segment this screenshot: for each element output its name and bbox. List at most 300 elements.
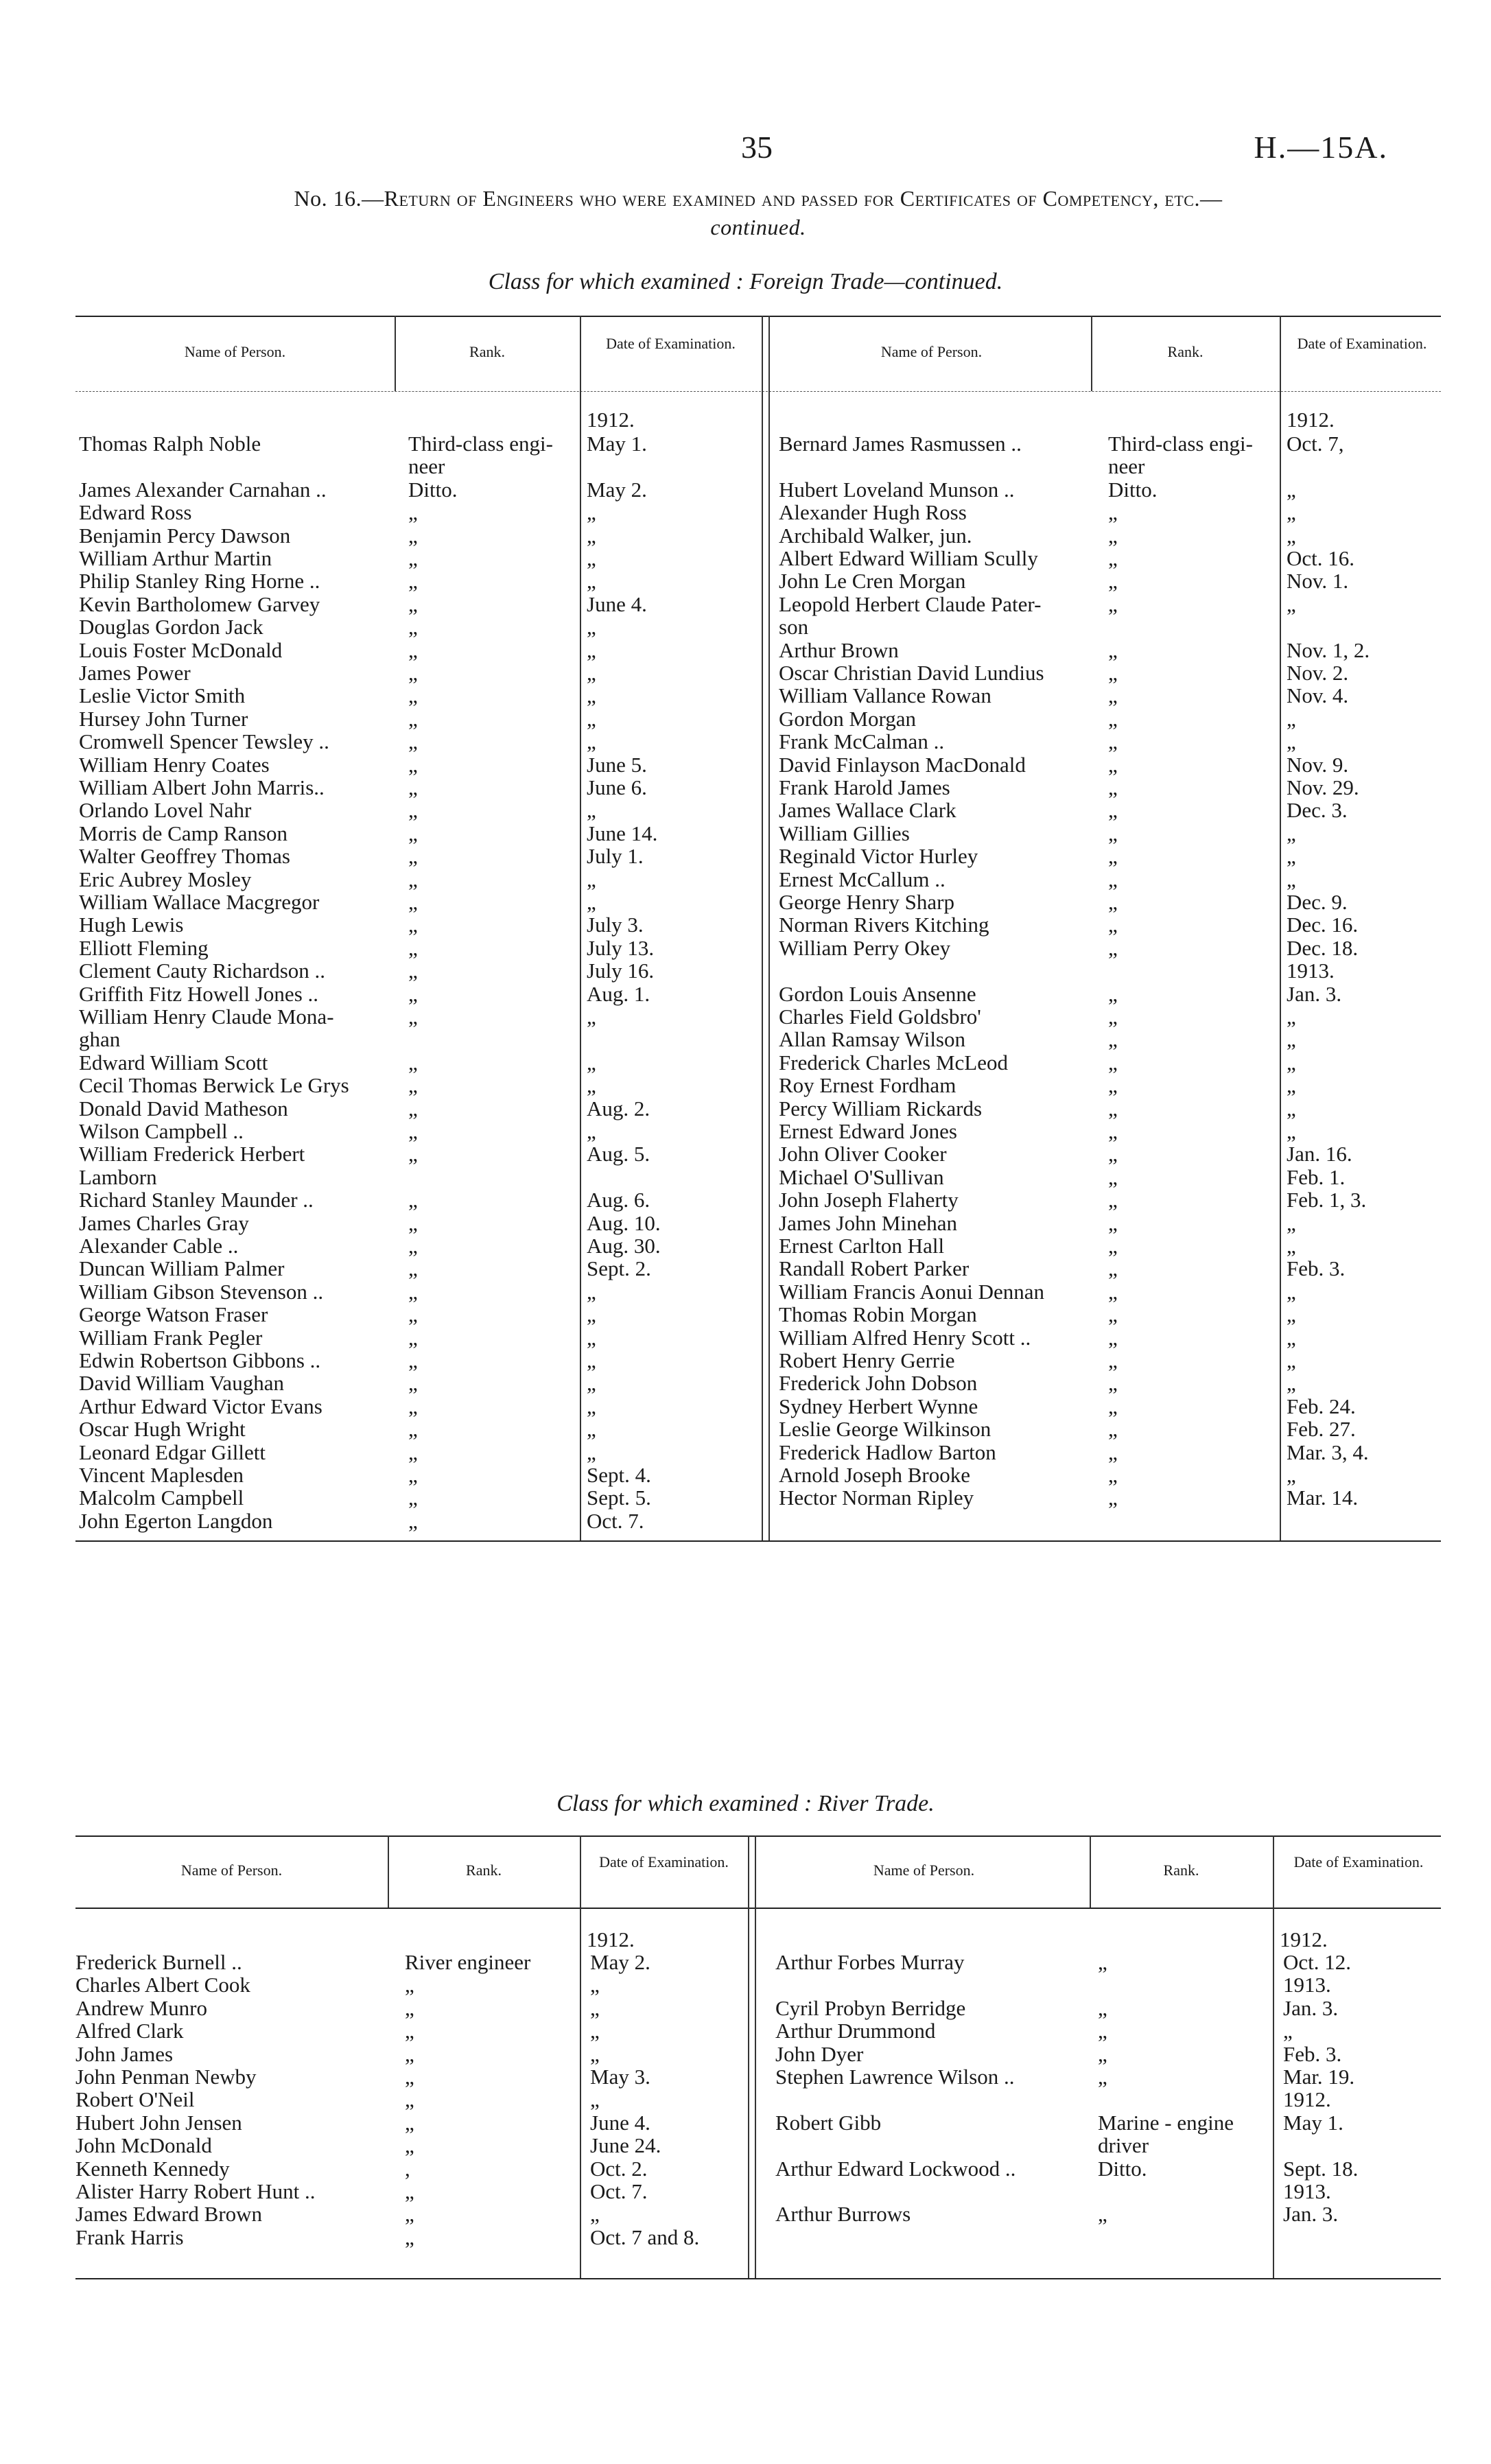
cell-rank: Ditto. bbox=[1098, 2156, 1147, 2181]
cell-name: Alexander Hugh Ross bbox=[779, 500, 967, 525]
cell-name: William Frank Pegler bbox=[79, 1325, 263, 1350]
cell-rank: „ bbox=[408, 1348, 418, 1372]
cell-name: Kenneth Kennedy bbox=[75, 2156, 230, 2181]
cell-rank: „ bbox=[408, 798, 418, 823]
cell-rank: „ bbox=[1108, 1073, 1118, 1098]
cell-name: Frank Harold James bbox=[779, 775, 950, 799]
cell-date: „ bbox=[1287, 729, 1296, 754]
cell-name: Cyril Probyn Berridge bbox=[775, 1995, 966, 2020]
cell-name: Gordon Morgan bbox=[779, 706, 917, 731]
cell-rank: „ bbox=[408, 1188, 418, 1212]
cell-rank: „ bbox=[408, 1119, 418, 1143]
cell-date: „ bbox=[587, 683, 596, 708]
cell-rank: „ bbox=[1108, 500, 1118, 525]
cell-date: „ bbox=[1287, 1050, 1296, 1075]
cell-rank: „ bbox=[1108, 1371, 1118, 1396]
cell-date: Feb. 1. bbox=[1287, 1164, 1346, 1189]
cell-name: James Power bbox=[79, 661, 191, 685]
cell-name: Arthur Drummond bbox=[775, 2019, 936, 2043]
cell-date: Nov. 1. bbox=[1287, 569, 1349, 594]
cell-name: Arthur Forbes Murray bbox=[775, 1950, 965, 1974]
col-name-header: Name of Person. bbox=[184, 343, 286, 360]
cell-name: James Alexander Carnahan .. bbox=[79, 477, 327, 502]
cell-rank: „ bbox=[408, 913, 418, 937]
col-date-header: Date of Examination. bbox=[599, 1853, 729, 1870]
cell-rank: „ bbox=[408, 1394, 418, 1418]
cell-rank: „ bbox=[408, 867, 418, 891]
cell-rank: „ bbox=[1098, 2202, 1107, 2227]
cell-rank: „ bbox=[1108, 637, 1118, 662]
cell-rank: „ bbox=[408, 1279, 418, 1304]
cell-date: Oct. 7. bbox=[587, 1508, 644, 1533]
cell-name: Allan Ramsay Wilson bbox=[779, 1027, 965, 1052]
cell-date: Oct. 7, bbox=[1287, 432, 1344, 456]
cell-rank: „ bbox=[1108, 935, 1118, 960]
cell-name: John Le Cren Morgan bbox=[779, 569, 966, 594]
cell-date: July 3. bbox=[587, 913, 644, 937]
cell-rank: „ bbox=[408, 661, 418, 685]
cell-rank: „ bbox=[408, 981, 418, 1006]
cell-rank: „ bbox=[408, 935, 418, 960]
cell-rank: „ bbox=[1098, 2065, 1107, 2089]
cell-name: Richard Stanley Maunder .. bbox=[79, 1188, 314, 1212]
cell-date: May 3. bbox=[590, 2065, 650, 2089]
cell-name: Percy William Rickards bbox=[779, 1096, 983, 1120]
cell-date: „ bbox=[1287, 1279, 1296, 1304]
cell-rank: „ bbox=[408, 591, 418, 616]
cell-rank: „ bbox=[408, 1463, 418, 1487]
cell-rank: Third-class engi- bbox=[1108, 432, 1253, 456]
cell-name: Andrew Munro bbox=[75, 1995, 207, 2020]
cell-rank: „ bbox=[1098, 2019, 1107, 2043]
cell-rank: „ bbox=[1108, 981, 1118, 1006]
cell-rank: „ bbox=[408, 1371, 418, 1396]
cell-name: Arthur Burrows bbox=[775, 2202, 911, 2227]
cell-name: Leopold Herbert Claude Pater- bbox=[779, 591, 1042, 616]
cell-name: George Watson Fraser bbox=[79, 1302, 268, 1327]
cell-name: Douglas Gordon Jack bbox=[79, 615, 263, 640]
cell-rank: Third-class engi- bbox=[408, 432, 553, 456]
cell-name: William Albert John Marris.. bbox=[79, 775, 325, 799]
cell-date: Nov. 1, 2. bbox=[1287, 637, 1370, 662]
cell-rank: „ bbox=[1108, 1325, 1118, 1350]
cell-rank: „ bbox=[1108, 706, 1118, 731]
cell-date: May 2. bbox=[587, 477, 647, 502]
col-rank-header: Rank. bbox=[469, 343, 505, 360]
cell-date: „ bbox=[590, 2041, 600, 2066]
cell-name: Hubert Loveland Munson .. bbox=[779, 477, 1015, 502]
cell-rank: „ bbox=[1108, 1256, 1118, 1281]
cell-name: son bbox=[779, 615, 809, 640]
cell-date: „ bbox=[1287, 844, 1296, 869]
cell-rank: „ bbox=[408, 637, 418, 662]
cell-date: Aug. 2. bbox=[587, 1096, 650, 1120]
cell-rank: „ bbox=[1108, 661, 1118, 685]
cell-date: „ bbox=[587, 1325, 596, 1350]
cell-date: „ bbox=[587, 890, 596, 914]
cell-date: „ bbox=[1287, 1302, 1296, 1327]
cell-rank: „ bbox=[1108, 591, 1118, 616]
cell-date: July 16. bbox=[587, 959, 655, 983]
cell-name: William Henry Coates bbox=[79, 752, 270, 777]
cell-name: James Edward Brown bbox=[75, 2202, 263, 2227]
cell-name: Ernest Carlton Hall bbox=[779, 1234, 945, 1258]
cell-date: Jan. 3. bbox=[1283, 1995, 1339, 2020]
cell-name: Arthur Edward Lockwood .. bbox=[775, 2156, 1016, 2181]
center-divider bbox=[762, 316, 763, 1540]
cell-date: „ bbox=[1287, 477, 1296, 502]
cell-name: William Wallace Macgregor bbox=[79, 890, 320, 914]
cell-name: Wilson Campbell .. bbox=[79, 1119, 244, 1143]
cell-name: Ernest Edward Jones bbox=[779, 1119, 957, 1143]
cell-name: Kevin Bartholomew Garvey bbox=[79, 591, 320, 616]
cell-rank: neer bbox=[1108, 454, 1145, 479]
cell-rank: „ bbox=[408, 706, 418, 731]
cell-date: Oct. 7 and 8. bbox=[590, 2225, 700, 2249]
cell-rank: „ bbox=[1108, 1234, 1118, 1258]
cell-name: James Wallace Clark bbox=[779, 798, 956, 823]
col-name-header: Name of Person. bbox=[880, 343, 983, 360]
cell-rank: „ bbox=[1108, 844, 1118, 869]
cell-rank: River engineer bbox=[405, 1950, 531, 1974]
year-label: 1912. bbox=[1287, 408, 1335, 432]
cell-rank: „ bbox=[1108, 1164, 1118, 1189]
cell-date: June 4. bbox=[587, 591, 647, 616]
cell-date: June 4. bbox=[590, 2110, 650, 2135]
cell-name: William Perry Okey bbox=[779, 935, 951, 960]
cell-date: Dec. 9. bbox=[1287, 890, 1348, 914]
cell-rank: „ bbox=[1108, 729, 1118, 754]
cell-name: Elliott Fleming bbox=[79, 935, 209, 960]
cell-name: George Henry Sharp bbox=[779, 890, 954, 914]
cell-date: „ bbox=[587, 706, 596, 731]
cell-date: 1913. bbox=[1287, 959, 1335, 983]
cell-date: June 14. bbox=[587, 821, 658, 845]
cell-name: ghan bbox=[79, 1027, 121, 1052]
cell-name: Robert Gibb bbox=[775, 2110, 882, 2135]
cell-rank: „ bbox=[1108, 1142, 1118, 1166]
page-number: 35 bbox=[741, 130, 773, 165]
center-divider bbox=[768, 316, 770, 1540]
col-rank-header: Rank. bbox=[1167, 343, 1204, 360]
cell-rank: „ bbox=[408, 523, 418, 548]
cell-name: Benjamin Percy Dawson bbox=[79, 523, 291, 548]
cell-name: Norman Rivers Kitching bbox=[779, 913, 989, 937]
cell-date: Nov. 29. bbox=[1287, 775, 1359, 799]
divider bbox=[580, 1835, 581, 2278]
cell-name: William Alfred Henry Scott .. bbox=[779, 1325, 1031, 1350]
cell-date: Mar. 14. bbox=[1287, 1486, 1359, 1510]
cell-rank: „ bbox=[405, 2179, 414, 2203]
cell-name: Eric Aubrey Mosley bbox=[79, 867, 252, 891]
cell-rank: „ bbox=[408, 752, 418, 777]
cell-name: Bernard James Rasmussen .. bbox=[779, 432, 1022, 456]
cell-rank: „ bbox=[405, 2202, 414, 2227]
cell-rank: „ bbox=[405, 2065, 414, 2089]
cell-rank: „ bbox=[1108, 890, 1118, 914]
cell-name: Frederick John Dobson bbox=[779, 1371, 978, 1396]
cell-date: Jan. 16. bbox=[1287, 1142, 1352, 1166]
cell-name: Leslie George Wilkinson bbox=[779, 1417, 991, 1442]
col-name-header: Name of Person. bbox=[180, 1862, 283, 1879]
cell-name: Charles Field Goldsbro' bbox=[779, 1005, 981, 1029]
cell-name: Michael O'Sullivan bbox=[779, 1164, 944, 1189]
cell-name: Lamborn bbox=[79, 1164, 157, 1189]
cell-date: „ bbox=[587, 1119, 596, 1143]
cell-date: Aug. 6. bbox=[587, 1188, 650, 1212]
cell-date: „ bbox=[587, 569, 596, 594]
cell-name: Robert Henry Gerrie bbox=[779, 1348, 955, 1372]
cell-date: „ bbox=[1287, 1463, 1296, 1487]
cell-rank: „ bbox=[408, 1440, 418, 1464]
cell-rank: „ bbox=[1108, 821, 1118, 845]
cell-name: William Gibson Stevenson .. bbox=[79, 1279, 324, 1304]
cell-date: „ bbox=[590, 2019, 600, 2043]
cell-date: „ bbox=[1287, 1210, 1296, 1235]
cell-name: Oscar Christian David Lundius bbox=[779, 661, 1044, 685]
cell-date: Dec. 3. bbox=[1287, 798, 1348, 823]
cell-rank: „ bbox=[408, 890, 418, 914]
cell-name: Thomas Robin Morgan bbox=[779, 1302, 977, 1327]
divider bbox=[580, 316, 581, 1540]
cell-date: Nov. 2. bbox=[1287, 661, 1349, 685]
cell-name: Alexander Cable .. bbox=[79, 1234, 239, 1258]
cell-name: Edwin Robertson Gibbons .. bbox=[79, 1348, 321, 1372]
cell-rank: „ bbox=[1098, 1950, 1107, 1974]
cell-date: „ bbox=[1287, 1096, 1296, 1120]
cell-date: „ bbox=[1287, 867, 1296, 891]
foreign-section-title: Class for which examined : Foreign Trade—continued. bbox=[488, 269, 1003, 294]
cell-date: „ bbox=[1287, 1348, 1296, 1372]
cell-date: „ bbox=[587, 1302, 596, 1327]
cell-rank: „ bbox=[408, 569, 418, 594]
cell-name: John Oliver Cooker bbox=[779, 1142, 947, 1166]
cell-rank: „ bbox=[1108, 546, 1118, 570]
cell-rank: „ bbox=[1108, 683, 1118, 708]
cell-name: Alister Harry Robert Hunt .. bbox=[75, 2179, 316, 2203]
cell-rank: „ bbox=[1108, 775, 1118, 799]
cell-date: „ bbox=[590, 2087, 600, 2112]
cell-rank: Ditto. bbox=[1108, 477, 1158, 502]
divider bbox=[1280, 316, 1281, 1540]
cell-rank: „ bbox=[405, 2133, 414, 2158]
cell-name: Orlando Lovel Nahr bbox=[79, 798, 252, 823]
year-label: 1912. bbox=[587, 408, 635, 432]
cell-name: Arthur Brown bbox=[779, 637, 899, 662]
cell-date: „ bbox=[1287, 1005, 1296, 1029]
cell-rank: „ bbox=[408, 1302, 418, 1327]
cell-date: „ bbox=[590, 1995, 600, 2020]
cell-date: „ bbox=[1287, 1234, 1296, 1258]
cell-rank: Ditto. bbox=[408, 477, 458, 502]
cell-name: Edward Ross bbox=[79, 500, 192, 525]
cell-rank: „ bbox=[405, 2087, 414, 2112]
cell-name: John Penman Newby bbox=[75, 2065, 257, 2089]
cell-rank: „ bbox=[408, 1210, 418, 1235]
cell-name: Hubert John Jensen bbox=[75, 2110, 242, 2135]
cell-date: Jan. 3. bbox=[1283, 2202, 1339, 2227]
cell-date: Oct. 2. bbox=[590, 2156, 648, 2181]
cell-name: Stephen Lawrence Wilson .. bbox=[775, 2065, 1015, 2089]
cell-name: Frank McCalman .. bbox=[779, 729, 945, 754]
cell-name: John Joseph Flaherty bbox=[779, 1188, 959, 1212]
table-top-rule bbox=[75, 316, 1441, 317]
cell-rank: „ bbox=[1108, 1188, 1118, 1212]
center-divider bbox=[755, 1835, 756, 2278]
cell-name: James John Minehan bbox=[779, 1210, 958, 1235]
cell-date: July 13. bbox=[587, 935, 655, 960]
cell-date: Oct. 12. bbox=[1283, 1950, 1352, 1974]
page-reference: H.—15A. bbox=[1254, 130, 1388, 165]
cell-name: Hector Norman Ripley bbox=[779, 1486, 974, 1510]
cell-rank: „ bbox=[408, 1417, 418, 1442]
cell-date: Oct. 7. bbox=[590, 2179, 648, 2203]
cell-date: May 2. bbox=[590, 1950, 650, 1974]
cell-rank: „ bbox=[408, 1325, 418, 1350]
cell-name: Leslie Victor Smith bbox=[79, 683, 246, 708]
cell-date: „ bbox=[587, 615, 596, 640]
cell-name: Arnold Joseph Brooke bbox=[779, 1463, 970, 1487]
cell-name: Philip Stanley Ring Horne .. bbox=[79, 569, 320, 594]
cell-rank: „ bbox=[408, 1486, 418, 1510]
cell-rank: „ bbox=[408, 1234, 418, 1258]
cell-date: „ bbox=[587, 1348, 596, 1372]
cell-date: Feb. 3. bbox=[1287, 1256, 1346, 1281]
cell-date: „ bbox=[587, 1440, 596, 1464]
cell-rank: „ bbox=[1108, 1440, 1118, 1464]
cell-name: Malcolm Campbell bbox=[79, 1486, 244, 1510]
cell-name: John Dyer bbox=[775, 2041, 864, 2066]
cell-name: Walter Geoffrey Thomas bbox=[79, 844, 290, 869]
cell-date: Sept. 2. bbox=[587, 1256, 651, 1281]
cell-date: Oct. 16. bbox=[1287, 546, 1355, 570]
cell-date: 1913. bbox=[1283, 2179, 1331, 2203]
cell-date: June 24. bbox=[590, 2133, 661, 2158]
cell-date: Aug. 5. bbox=[587, 1142, 650, 1166]
cell-date: „ bbox=[587, 661, 596, 685]
col-date-header: Date of Examination. bbox=[1297, 335, 1427, 352]
cell-name: Clement Cauty Richardson .. bbox=[79, 959, 326, 983]
cell-rank: neer bbox=[408, 454, 445, 479]
cell-date: „ bbox=[587, 729, 596, 754]
cell-name: Hugh Lewis bbox=[79, 913, 184, 937]
cell-rank: „ bbox=[1108, 1096, 1118, 1120]
cell-date: „ bbox=[1287, 706, 1296, 731]
cell-date: Sept. 4. bbox=[587, 1463, 651, 1487]
cell-rank: „ bbox=[408, 500, 418, 525]
cell-rank: „ bbox=[408, 1142, 418, 1166]
cell-rank: „ bbox=[1108, 523, 1118, 548]
cell-name: Frederick Hadlow Barton bbox=[779, 1440, 996, 1464]
cell-date: „ bbox=[587, 1279, 596, 1304]
cell-rank: „ bbox=[1108, 569, 1118, 594]
cell-date: „ bbox=[587, 1417, 596, 1442]
cell-date: „ bbox=[587, 1394, 596, 1418]
cell-name: William Vallance Rowan bbox=[779, 683, 991, 708]
cell-name: Louis Foster McDonald bbox=[79, 637, 283, 662]
cell-name: William Francis Aonui Dennan bbox=[779, 1279, 1045, 1304]
cell-date: July 1. bbox=[587, 844, 644, 869]
cell-date: „ bbox=[1287, 591, 1296, 616]
cell-name: David William Vaughan bbox=[79, 1371, 284, 1396]
cell-rank: „ bbox=[1098, 1995, 1107, 2020]
cell-date: „ bbox=[587, 1073, 596, 1098]
cell-date: Jan. 3. bbox=[1287, 981, 1342, 1006]
cell-date: „ bbox=[587, 1371, 596, 1396]
cell-date: 1912. bbox=[1283, 2087, 1331, 2112]
cell-name: Vincent Maplesden bbox=[79, 1463, 244, 1487]
cell-name: Frederick Burnell .. bbox=[75, 1950, 242, 1974]
document-heading bbox=[75, 184, 1441, 242]
cell-rank: „ bbox=[405, 2225, 414, 2249]
cell-date: „ bbox=[587, 500, 596, 525]
cell-date: „ bbox=[590, 2202, 600, 2227]
cell-date: Feb. 1, 3. bbox=[1287, 1188, 1367, 1212]
cell-rank: „ bbox=[405, 2041, 414, 2066]
cell-date: „ bbox=[587, 1005, 596, 1029]
cell-rank: „ bbox=[405, 1995, 414, 2020]
heading-continued: continued. bbox=[710, 215, 806, 239]
cell-date: „ bbox=[1287, 1119, 1296, 1143]
cell-date: Feb. 24. bbox=[1287, 1394, 1356, 1418]
cell-name: Edward William Scott bbox=[79, 1050, 268, 1075]
cell-name: Leonard Edgar Gillett bbox=[79, 1440, 266, 1464]
cell-date: „ bbox=[1287, 523, 1296, 548]
table-top-rule bbox=[75, 1835, 1441, 1837]
center-divider bbox=[748, 1835, 749, 2278]
cell-date: „ bbox=[1287, 1325, 1296, 1350]
cell-name: David Finlayson MacDonald bbox=[779, 752, 1026, 777]
cell-name: Frederick Charles McLeod bbox=[779, 1050, 1008, 1075]
cell-rank: „ bbox=[1108, 1463, 1118, 1487]
foreign-trade-table bbox=[75, 316, 1441, 1544]
cell-rank: „ bbox=[1098, 2041, 1107, 2066]
cell-date: Mar. 3, 4. bbox=[1287, 1440, 1369, 1464]
cell-name: Thomas Ralph Noble bbox=[79, 432, 261, 456]
cell-date: „ bbox=[1287, 1027, 1296, 1052]
cell-date: „ bbox=[587, 637, 596, 662]
river-trade-table bbox=[75, 1835, 1441, 2281]
cell-name: Albert Edward William Scully bbox=[779, 546, 1038, 570]
cell-rank: „ bbox=[408, 1005, 418, 1029]
cell-date: Mar. 19. bbox=[1283, 2065, 1355, 2089]
cell-name: Alfred Clark bbox=[75, 2019, 184, 2043]
cell-name: Frank Harris bbox=[75, 2225, 184, 2249]
cell-name: Arthur Edward Victor Evans bbox=[79, 1394, 322, 1418]
heading-title: Return of Engineers who were examined and passed for Certificates of Competency, etc.— bbox=[384, 186, 1223, 211]
cell-name: William Gillies bbox=[779, 821, 910, 845]
cell-rank: „ bbox=[1108, 798, 1118, 823]
cell-name: Donald David Matheson bbox=[79, 1096, 288, 1120]
cell-date: „ bbox=[1287, 1371, 1296, 1396]
cell-date: Sept. 18. bbox=[1283, 2156, 1359, 2181]
cell-name: John James bbox=[75, 2041, 174, 2066]
cell-rank: „ bbox=[408, 1256, 418, 1281]
col-date-header: Date of Examination. bbox=[606, 335, 736, 352]
cell-rank: „ bbox=[1108, 752, 1118, 777]
header-rule bbox=[75, 391, 1441, 392]
cell-date: May 1. bbox=[1283, 2110, 1343, 2135]
cell-date: „ bbox=[1287, 500, 1296, 525]
cell-name: James Charles Gray bbox=[79, 1210, 249, 1235]
cell-rank: „ bbox=[408, 683, 418, 708]
cell-rank: „ bbox=[408, 1096, 418, 1120]
cell-name: Archibald Walker, jun. bbox=[779, 523, 972, 548]
cell-rank: „ bbox=[1108, 1394, 1118, 1418]
cell-date: Feb. 3. bbox=[1283, 2041, 1342, 2066]
cell-name: William Henry Claude Mona- bbox=[79, 1005, 334, 1029]
cell-name: Robert O'Neil bbox=[75, 2087, 195, 2112]
